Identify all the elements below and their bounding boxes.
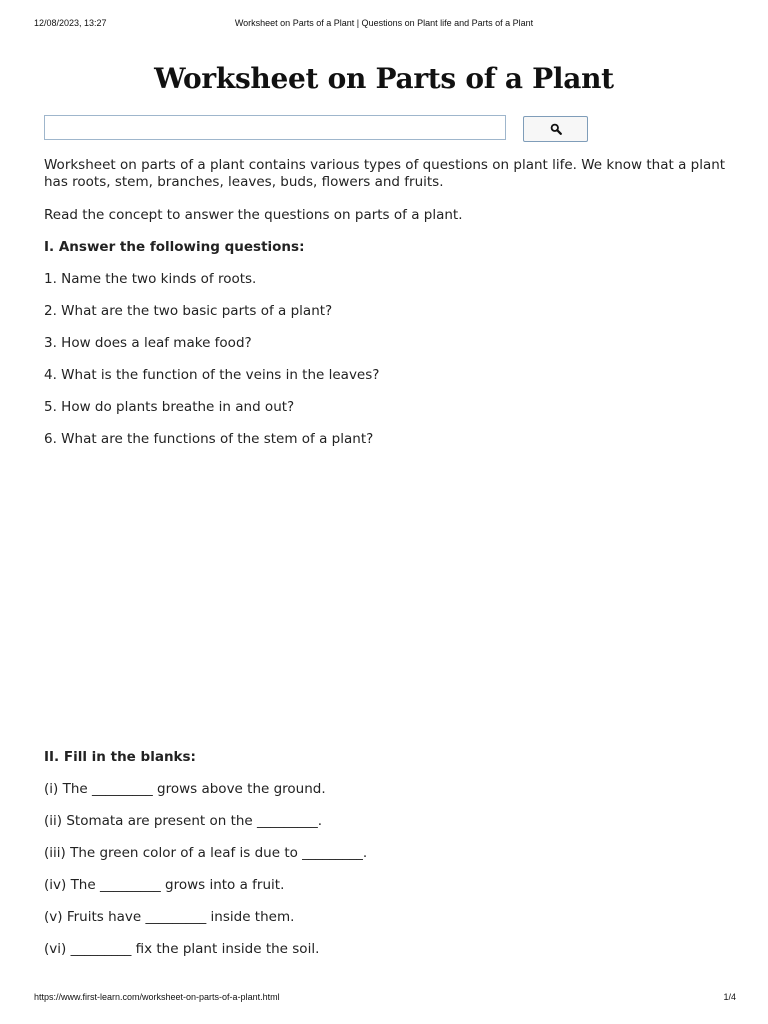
question-item: 5. How do plants breathe in and out?	[44, 399, 295, 415]
fill-blank-item: (iii) The green color of a leaf is due to _________.	[44, 845, 368, 861]
fill-blank-item: (ii) Stomata are present on the _________.	[44, 813, 323, 829]
question-item: 1. Name the two kinds of roots.	[44, 271, 257, 287]
intro-paragraph: Worksheet on parts of a plant contains various types of questions on plant life. We know that a plant has roots, stem, branches, leaves, buds, flowers and fruits.	[44, 157, 726, 190]
page-title: Worksheet on Parts of a Plant	[154, 62, 614, 95]
question-item: 2. What are the two basic parts of a plant?	[44, 303, 333, 319]
intro-instruction: Read the concept to answer the questions on parts of a plant.	[44, 207, 463, 223]
print-header	[0, 18, 768, 32]
question-item: 4. What is the function of the veins in the leaves?	[44, 367, 380, 383]
search-icon	[550, 123, 562, 135]
fill-blank-item: (iv) The _________ grows into a fruit.	[44, 877, 285, 893]
print-datetime: 12/08/2023, 13:27	[34, 18, 107, 28]
page-number: 1/4	[723, 992, 736, 1002]
section-heading-questions: I. Answer the following questions:	[44, 239, 305, 255]
section-heading-fill-blanks: II. Fill in the blanks:	[44, 749, 196, 765]
question-item: 6. What are the functions of the stem of a plant?	[44, 431, 374, 447]
search-button[interactable]	[523, 116, 588, 142]
fill-blank-item: (vi) _________ fix the plant inside the soil.	[44, 941, 320, 957]
page-url: https://www.first-learn.com/worksheet-on-parts-of-a-plant.html	[34, 992, 280, 1002]
question-item: 3. How does a leaf make food?	[44, 335, 252, 351]
print-document-title: Worksheet on Parts of a Plant | Questions on Plant life and Parts of a Plant	[234, 18, 534, 28]
search-input[interactable]	[44, 115, 506, 140]
fill-blank-item: (i) The _________ grows above the ground.	[44, 781, 326, 797]
print-footer	[0, 992, 768, 1006]
fill-blank-item: (v) Fruits have _________ inside them.	[44, 909, 295, 925]
